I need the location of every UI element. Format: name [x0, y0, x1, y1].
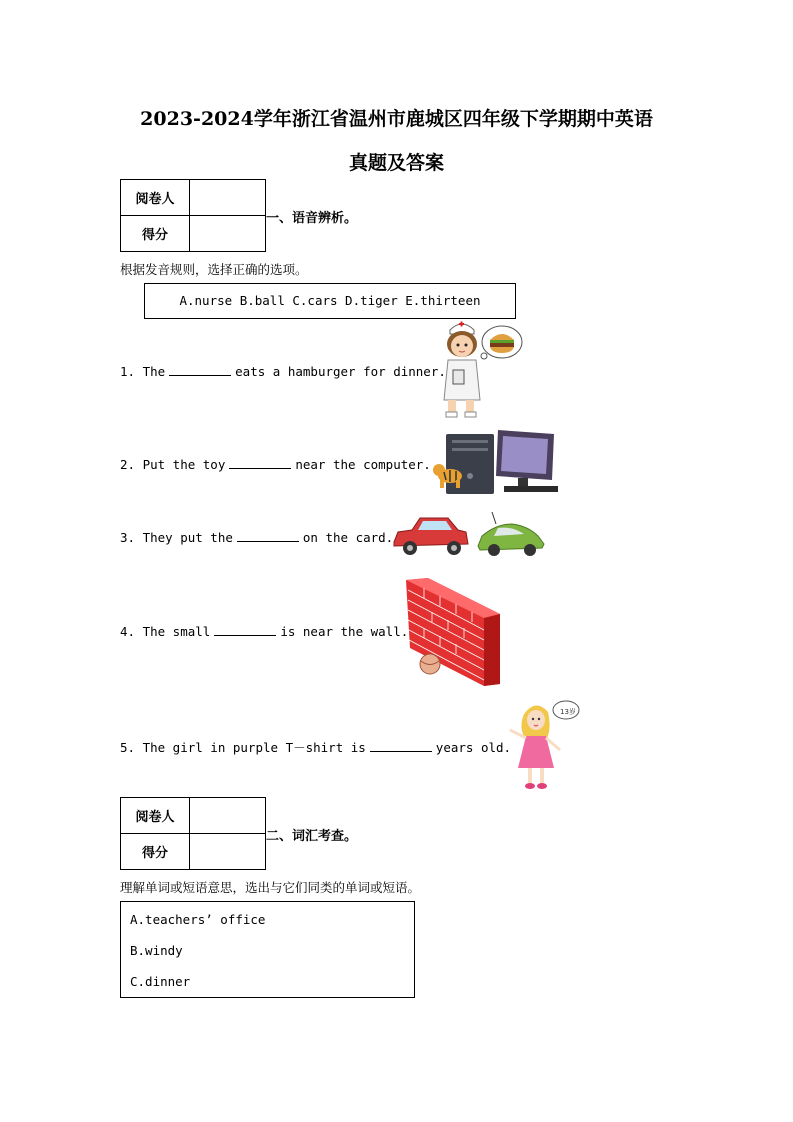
question-3-before: 3. They put the [120, 530, 233, 545]
page-subtitle: 真题及答案 [348, 152, 444, 174]
answer-blank-3[interactable] [237, 540, 299, 542]
question-1 [120, 364, 446, 379]
question-5-after: years old. [435, 740, 512, 755]
section1-title: 一、语音辨析。 [266, 211, 358, 226]
question-3 [120, 530, 393, 545]
reviewer-cell[interactable] [190, 180, 266, 216]
score-cell[interactable] [190, 216, 266, 252]
question-5 [120, 738, 511, 756]
section1-options-box: A.nurse B.ball C.cars D.tiger E.thirteen [144, 283, 516, 319]
cars-illustration [392, 512, 547, 560]
answer-blank-4[interactable] [214, 634, 276, 636]
page-title: 2023-2024学年浙江省温州市鹿城区四年级下学期期中英语 [140, 108, 653, 130]
speech-bubble-text: 13岁 [560, 708, 576, 716]
reviewer-cell-2[interactable] [190, 798, 266, 834]
computer-illustration [432, 428, 562, 498]
girl-illustration [504, 696, 584, 794]
vocab-option-a: A.teachers’ office [130, 912, 266, 927]
question-1-after: eats a hamburger for dinner. [235, 364, 446, 379]
answer-blank-2[interactable] [229, 467, 291, 469]
question-4 [120, 624, 408, 639]
question-2 [120, 457, 431, 472]
question-2-before: 2. Put the toy [120, 457, 226, 472]
score-label-2: 得分 [121, 834, 190, 870]
reviewer-label-2: 阅卷人 [121, 798, 190, 834]
score-table-2 [120, 797, 266, 870]
question-3-after: on the card. [302, 530, 394, 545]
section2-title: 二、词汇考查。 [266, 829, 358, 844]
section2-options-box [120, 901, 415, 998]
score-cell-2[interactable] [190, 834, 266, 870]
reviewer-label: 阅卷人 [121, 180, 190, 216]
question-5-before: 5. The girl in purple T－shirt is [120, 740, 366, 755]
score-label: 得分 [121, 216, 190, 252]
nurse-illustration [436, 318, 526, 420]
vocab-option-b: B.windy [130, 943, 183, 958]
vocab-option-c: C.dinner [130, 974, 191, 989]
section2-instruction: 理解单词或短语意思，选出与它们同类的单词或短语。 [120, 880, 421, 895]
score-table-1 [120, 179, 266, 252]
answer-blank-5[interactable] [370, 750, 432, 752]
question-4-before: 4. The small [120, 624, 211, 639]
answer-blank-1[interactable] [169, 374, 231, 376]
question-2-after: near the computer. [295, 457, 431, 472]
wall-illustration [404, 578, 504, 688]
question-4-after: is near the wall. [280, 624, 409, 639]
section1-instruction: 根据发音规则，选择正确的选项。 [120, 262, 308, 277]
question-1-before: 1. The [120, 364, 166, 379]
